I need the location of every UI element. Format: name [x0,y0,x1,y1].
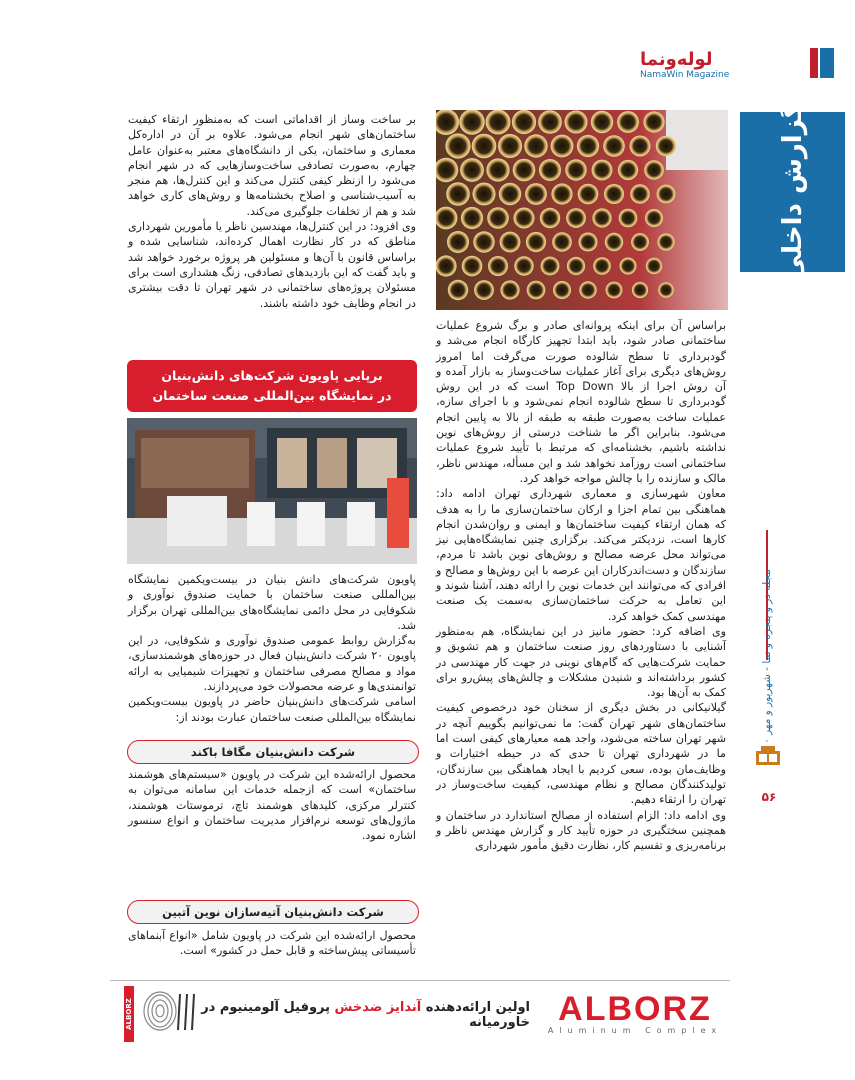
pipe-end [552,232,572,252]
fingerprint-icon [140,990,180,1032]
pipe-end [567,257,585,275]
company-heading-megafa: شرکت دانش‌بنیان مگافا باکند [127,740,419,764]
ad-side-text: ALBORZ [125,998,133,1030]
pipe-end [436,255,457,276]
pipe-end [657,233,674,250]
brand-subtitle: Aluminum Complex [547,1026,723,1035]
article-left-middle [128,572,416,725]
paragraph: بر ساخت وساز از اقداماتی است که به‌منظور ارتقاء کیفیت ساختمان‌های شهر انجام می‌شود. علاوه بر آن در اداره‌کل معماری و ساختمان، یکی از دانشگاه‌های معتبر به‌عنوان عامل چهارم، به‌صورت تصادفی ساخت‌وسازهایی که در شهر انجام می‌شود را ازنظر کیفی کنترل می‌کند و این کنترل‌ها، هم منجر به آسیب‌شناسی و اصلاح بخشنامه‌ها و روش‌های کاری خواهد شد و هم از تخلفات جلوگیری می‌کند. [128,113,416,218]
pipe-end [565,111,588,134]
pipe-end [620,258,637,275]
pipe-end [539,159,561,181]
pipe-end [472,134,497,159]
paragraph: پاویون شرکت‌های دانش بنیان در بیست‌ویکمین نمایشگاه بین‌المللی صنعت ساختمان با حمایت صندوق نوآوری و شکوفایی در محل دائمی نمایشگاه‌های بین‌المللی تهران برگزار شد. [128,573,416,632]
pipe-end [579,281,596,298]
footer-divider [110,980,730,981]
pipe-end [643,111,664,132]
paragraph: وی ادامه داد: الزام استفاده از مصالح استاندارد در ساختمان و همچنین سختگیری در حوزه تأیید کار و گزارش مهندس ناظر و برنامه‌ریزی و تقسیم کار، نظارت دقیق مأمور شهرداری [436,808,726,853]
pipe-end [631,233,649,251]
pipe-end [526,232,546,252]
pipe-end [445,133,470,158]
brand-name: ALBORZ [558,992,712,1026]
pipe-end [514,256,533,275]
pipe-end [498,134,522,158]
section-title: گزارش داخلی [777,102,808,282]
tagline-end: پروفیل آلومینیوم در خاورمیانه [201,1000,530,1030]
logo-subtitle: NamaWin Magazine [640,70,730,80]
pipe-end [606,282,623,299]
pipe-end [591,111,613,133]
red-headline-box [127,360,417,412]
pipe-end [473,183,496,206]
pipes-photo [436,110,728,310]
pipe-end [527,281,546,300]
logo-title: لوله‌ونما [640,49,713,70]
pipe-end [656,136,676,156]
pipe-end [500,280,519,299]
ad-tagline [200,1000,530,1030]
pipe-end [566,208,586,228]
magazine-logo [640,50,780,86]
pipe-end [630,184,649,203]
pipe-end [541,257,560,276]
company-text-atiehsazan [128,928,416,959]
company-text-megafa [128,767,416,843]
window-icon [755,745,781,767]
pipe-end [553,281,571,299]
pipe-end [473,231,494,252]
paragraph: محصول ارائه‌شده این شرکت در پاویون «سیستم‌های هوشمند ساختمان» است که ازجمله خدمات این سامانه می‌توان به کنترلر مرکزی، کلیدهای هوشمند تاچ، ترموستات هوشمند، ماژول‌های توسعه نرم‌افزار مدیریت ساختمان و انواع سنسور اشاره نمود. [128,768,416,843]
pipe-end [500,232,521,253]
article-left-top [128,112,416,311]
paragraph: اسامی شرکت‌های دانش‌بنیان حاضر در پاویون بیست‌ویکمین نمایشگاه بین‌المللی صنعت ساختمان عبارت بودند از: [128,695,416,724]
pipe-end [474,280,494,300]
pipe-end [605,233,623,251]
pipe-end [604,184,624,204]
pipe-end [592,160,613,181]
pipe-end [593,257,611,275]
pipe-end [459,110,484,135]
pipe-end [525,183,547,205]
headline-line-1: برپایی پاویون شرکت‌های دانش‌بنیان [161,368,383,383]
company-heading-atiehsazan: شرکت دانش‌بنیان آتیه‌سازان نوین آتبین [127,900,419,924]
paragraph: براساس آن برای اینکه پروانه‌ای صادر و برگ شروع عملیات ساختمانی صادر شود، باید ابتدا تجهیز کارگاه انجام می‌شد و گودبرداری تا سطح شالوده صورت می‌گرفت اما امروز روش‌های دیگری برای آغاز عملیات ساخت‌وساز به بازار آمده و آن روش اجرا از بالا Top Down است که در این روش گودبرداری تا سطح شالوده انجام نمی‌شود و با اجرای سازه، عملیات ساخت به‌صورت طبقه به طبقه از بالا به پایین انجام می‌شود. بنابراین اگر ما شناخت درستی از روش‌های نوین نداشته باشیم، بخشنامه‌ای که مرتبط با تأیید شروع عملیات ساختمانی است روزآمد نخواهد شد و این مسأله، مهندس ناظر، مالک و سازنده را با چالش مواجه خواهد کرد. [436,319,726,485]
pipe-end [657,185,676,204]
paragraph: به‌گزارش روابط عمومی صندوق نوآوری و شکوفایی، در این پاویون ۲۰ شرکت دانش‌بنیان فعال در حوزه‌های هوشمندسازی، مواد و مصالح مصرفی ساختمان و تجهیزات شیمیایی به ارائه توانمندی‌ها و عرضه محصولات خود می‌پردازند. [128,634,416,694]
exhibition-booth-photo [127,418,417,564]
side-magazine-info [755,569,779,740]
page-number: ۵۶ [761,790,777,804]
ad-side-label [124,986,134,1042]
pipe-end [632,282,648,298]
headline-line-2: در نمایشگاه بین‌المللی صنعت ساختمان [152,388,392,403]
paragraph: محصول ارائه‌شده این شرکت در پاویون شامل «انواع آبنماهای تأسیساتی پیش‌ساخته و قابل حمل در کشور» است. [128,929,416,958]
pipe-end [461,207,483,229]
pipe-end [645,209,663,227]
pipe-end [499,183,521,205]
tagline-start: اولین ارائه‌دهنده [425,1000,530,1015]
pipe-end [524,134,547,157]
pipe-end [618,160,638,180]
pipe-end [514,208,535,229]
article-right-column [436,318,726,853]
pipe-end [578,184,599,205]
pipe-end [460,158,484,182]
section-tab [740,102,845,282]
pipe-end [446,182,470,206]
pipe-end [592,208,611,227]
magazine-issue-line: مجله در و پنجره و نما - شهریور و مهر [761,569,773,735]
pipe-end [619,209,638,228]
pipe-end [551,183,572,204]
pipe-end [551,135,574,158]
pipe-end [486,158,509,181]
pipe-end [538,110,562,134]
pipe-end [644,160,664,180]
pipe-end [579,233,598,252]
logo-mark-red [810,48,818,78]
paragraph: وی افزود: در این کنترل‌ها، مهندسین ناظر یا مأمورین شهرداری مناطق که در کار نظارت اهمال کرده‌اند، شناسایی شده و براساس قانون با آن‌ها و مسئولین هر پروژه برخورد خواهد شد و باید گفت که این بازدیدهای تصادفی، زنگ هشداری است برای مسئولان پروژه‌های ساختمانی در شهر تهران تا دقت بیشتری در انجام وظایف خود داشته باشند. [128,220,416,310]
pipe-end [617,111,639,133]
pipe-end [448,280,468,300]
pipe-end [540,208,560,228]
pipe-end [487,207,509,229]
claw-marks-icon [176,992,198,1032]
pipe-end [513,159,536,182]
pipe-end [630,136,651,157]
pipe-end [565,159,586,180]
pipe-end [447,231,469,253]
pipe-end [462,256,483,277]
pipe-end [486,110,511,134]
pipe-end [512,110,536,134]
tagline-highlight: آندایز ضدخش [334,1000,422,1015]
paragraph: گیلانیکانی در بخش دیگری از سخنان خود درخصوص کیفیت ساختمان‌های شهر تهران گفت: ما نمی‌توانیم بگوییم آنچه در شهر تهران ساخته می‌شود، واجد همه معیارهای کیفی است اما ما در شهرداری تهران تا حدی که در حیطه اختیارات و وظایف‌مان بوده، سعی کردیم با ایجاد هماهنگی بین سازندگان، تولیدکنندگان مصالح و نظام مهندسی، کیفیت ساخت‌وساز در تهران را ارتقاء دهیم. [436,701,726,807]
paragraph: معاون شهرسازی و معماری شهرداری تهران ادامه داد: هماهنگی بین تمام اجزا و ارکان ساختمان‌سازی ما را به هدف که همان ارتقاء کیفیت ساختمان‌ها و ایمنی و روان‌شدن انجام کارها است، نزدیکتر می‌کند. برگزاری چنین نمایشگاه‌هایی نیز می‌تواند محل عرضه مصالح و روش‌های نوین باشد تا مردم، سازندگان و دست‌اندرکاران این عرصه با این روش‌ها و مصالح و افرادی که می‌توانند این خدمات نوین را ارائه دهند، آشنا شوند و این تعامل به حرکت ساختمان‌سازی به‌سمت یک صنعت مهندسی کمک خواهد کرد. [436,487,726,623]
pipe-end [488,256,508,276]
paragraph: وی اضافه کرد: حضور مانیز در این نمایشگاه، هم به‌منظور آشنایی با دستاوردهای روز صنعت ساختمان و هم تشویق و حمایت شرکت‌هایی که گام‌های نوینی در جهت کار مهندسی در کشور برداشته‌اند و شنیدن مشکلات و چالش‌های پیش‌رو برای کمک به آن‌ها بود. [436,624,726,700]
logo-mark-blue [820,48,834,78]
pipe-end [577,135,599,157]
pipe-end [646,258,662,274]
pipe-end [658,282,674,298]
pipe-end [603,135,625,157]
